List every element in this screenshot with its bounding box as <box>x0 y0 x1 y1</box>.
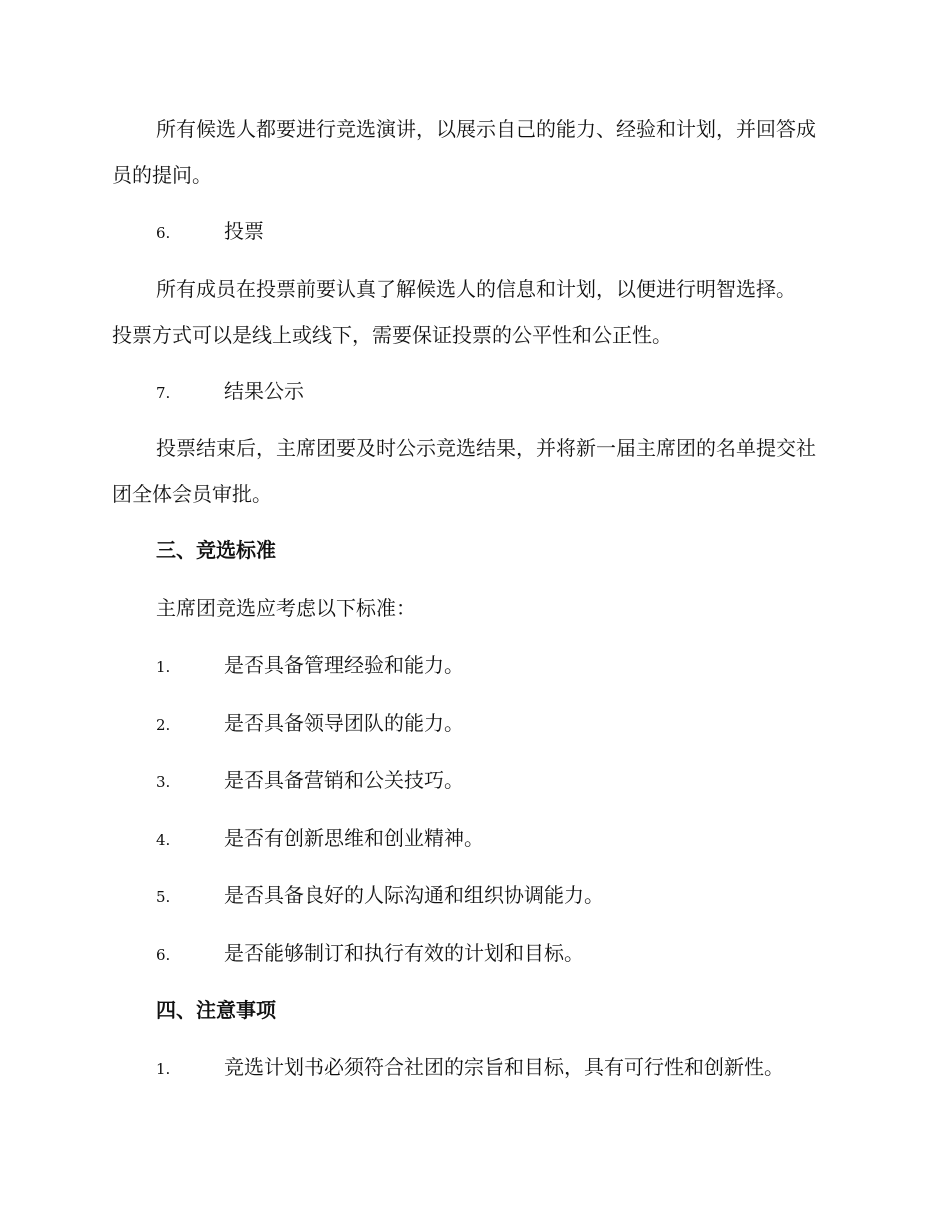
list-number: 6. <box>156 945 171 964</box>
list-text: 竞选计划书必须符合社团的宗旨和目标，具有可行性和创新性。 <box>224 1055 784 1079</box>
criteria-item <box>156 881 604 910</box>
criteria-item <box>156 651 464 680</box>
paragraph-speech-line: 所有候选人都要进行竞选演讲，以展示自己的能力、经验和计划，并回答成 <box>156 117 816 141</box>
paragraph-speech-line: 员的提问。 <box>112 163 212 187</box>
list-text: 是否能够制订和执行有效的计划和目标。 <box>224 940 584 965</box>
list-number: 4. <box>156 830 171 849</box>
criteria-item <box>156 939 584 968</box>
step-title: 投票 <box>224 219 264 243</box>
list-number: 5. <box>156 888 171 906</box>
list-text: 是否具备管理经验和能力。 <box>224 653 464 677</box>
paragraph-vote <box>112 266 842 358</box>
step-title: 结果公示 <box>224 379 304 403</box>
paragraph-result-line: 团全体会员审批。 <box>112 482 272 506</box>
paragraph-vote-line: 投票方式可以是线上或线下，需要保证投票的公平性和公正性。 <box>112 323 672 347</box>
list-number: 2. <box>156 715 171 734</box>
list-text: 是否有创新思维和创业精神。 <box>224 825 484 850</box>
note-item <box>156 1053 784 1082</box>
list-number: 1. <box>156 1060 171 1078</box>
section-heading-4: 四、注意事项 <box>156 998 276 1022</box>
paragraph-speech <box>112 106 842 198</box>
step-number: 6. <box>156 224 171 242</box>
step-7 <box>156 377 304 406</box>
paragraph-vote-line: 所有成员在投票前要认真了解候选人的信息和计划，以便进行明智选择。 <box>156 277 796 301</box>
paragraph-result <box>112 425 842 517</box>
list-text: 是否具备营销和公关技巧。 <box>224 768 464 792</box>
list-number: 1. <box>156 658 171 676</box>
criteria-item <box>156 766 464 795</box>
list-text: 是否具备良好的人际沟通和组织协调能力。 <box>224 883 604 907</box>
paragraph-result-line: 投票结束后，主席团要及时公示竞选结果，并将新一届主席团的名单提交社 <box>156 436 816 460</box>
criteria-item <box>156 709 464 738</box>
section3-intro: 主席团竞选应考虑以下标准： <box>156 596 416 620</box>
step-6 <box>156 217 264 246</box>
list-text: 是否具备领导团队的能力。 <box>224 710 464 735</box>
step-number: 7. <box>156 384 171 402</box>
list-number: 3. <box>156 773 171 791</box>
criteria-item <box>156 824 484 853</box>
section-heading-3: 三、竞选标准 <box>156 538 276 562</box>
